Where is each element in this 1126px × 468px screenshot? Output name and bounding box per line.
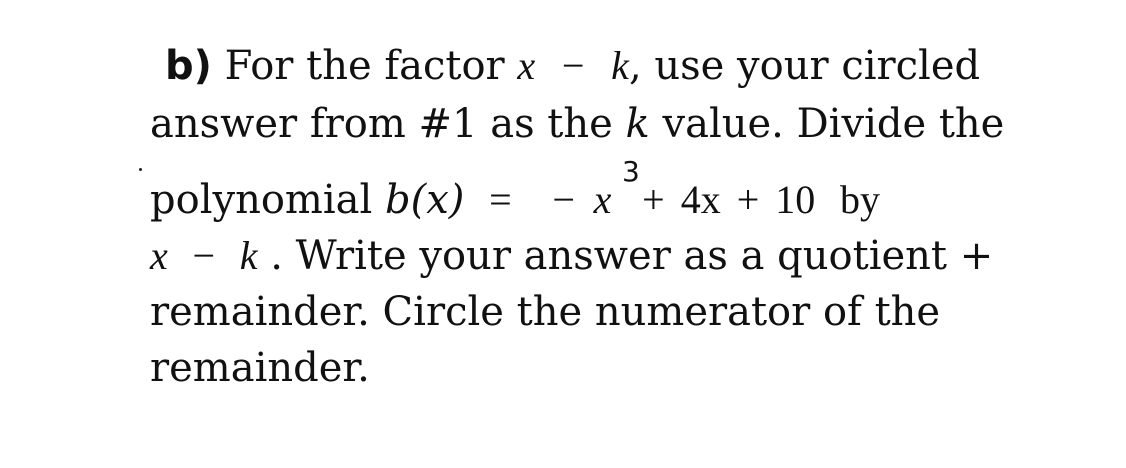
minus-sign: − bbox=[561, 43, 585, 88]
equals-sign: = bbox=[489, 177, 512, 222]
variable-x: x bbox=[150, 233, 168, 278]
part-label: b) bbox=[165, 43, 212, 89]
variable-k: k bbox=[239, 233, 258, 278]
line2-text-b: value. Divide the bbox=[662, 101, 1005, 147]
line6-text: remainder. bbox=[150, 345, 370, 391]
variable-k: k bbox=[611, 43, 629, 88]
minus-sign: − bbox=[552, 177, 575, 222]
problem-line-5 bbox=[150, 289, 941, 335]
polynomial-rest: + 4x + 10 bbox=[642, 177, 816, 222]
minus-sign: − bbox=[192, 233, 216, 278]
variable-k: k bbox=[625, 101, 650, 147]
line3-text-a: polynomial bbox=[150, 177, 373, 223]
variable-x: x bbox=[593, 177, 612, 222]
problem-line-2 bbox=[150, 101, 1005, 147]
stray-dot-mark bbox=[139, 168, 142, 171]
problem-line-6 bbox=[150, 345, 370, 391]
problem-line-3 bbox=[150, 177, 880, 223]
line1-text-a: For the factor bbox=[224, 43, 505, 89]
word-by: by bbox=[840, 177, 880, 222]
line1-text-b: , use your circled bbox=[628, 43, 981, 89]
exponent-3: 3 bbox=[622, 155, 640, 188]
variable-x: x bbox=[517, 43, 536, 88]
problem-line-4 bbox=[150, 233, 994, 279]
line4-text-b: . Write your answer as a quotient + bbox=[270, 233, 994, 279]
problem-line-1 bbox=[165, 43, 981, 89]
function-b-of-x: b(x) bbox=[385, 177, 465, 223]
line2-text-a: answer from #1 as the bbox=[150, 101, 613, 147]
line5-text: remainder. Circle the numerator of the bbox=[150, 289, 941, 335]
